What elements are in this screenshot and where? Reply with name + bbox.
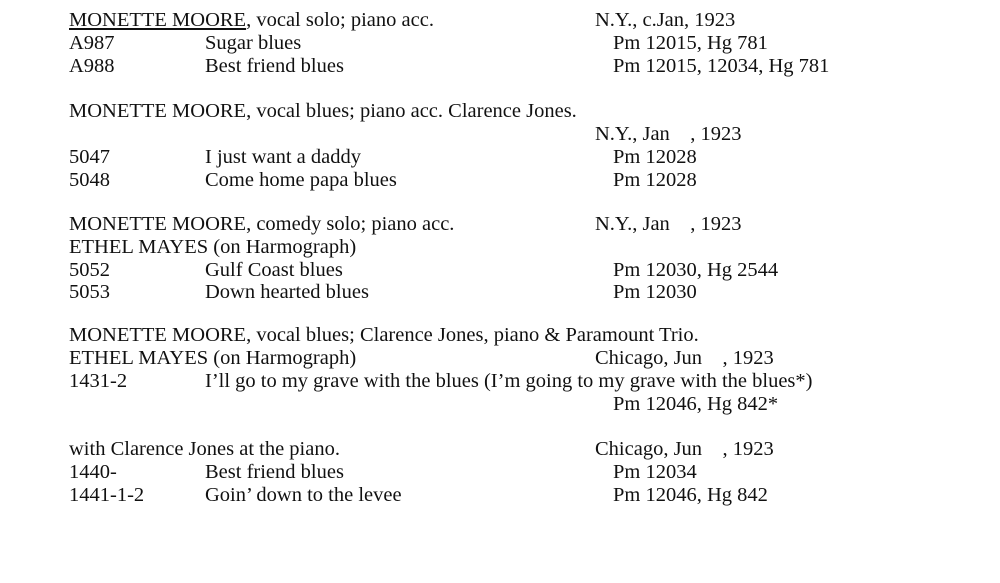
session-3-place-date: N.Y., Jan , 1923: [595, 213, 742, 235]
track-row: [0, 169, 1000, 192]
matrix-number: A987: [69, 32, 115, 54]
track-title: Down hearted blues: [205, 281, 369, 303]
session-3-header: [0, 213, 1000, 236]
session-1-header: [0, 9, 1000, 32]
issue-numbers: Pm 12046, Hg 842*: [613, 393, 779, 415]
session-1-credit-rest: , vocal solo; piano acc.: [246, 9, 434, 31]
session-1-artist: MONETTE MOORE: [69, 9, 247, 31]
track-row: [0, 146, 1000, 169]
issue-numbers: Pm 12028: [613, 146, 697, 168]
track-title: I just want a daddy: [205, 146, 361, 168]
matrix-number: 5052: [69, 259, 110, 281]
session-2-credit: MONETTE MOORE, vocal blues; piano acc. Clarence Jones.: [69, 100, 577, 122]
session-4-header: [0, 324, 1000, 347]
track-title: Gulf Coast blues: [205, 259, 343, 281]
session-3-alias-row: [0, 236, 1000, 259]
track-row: [0, 484, 1000, 507]
issue-numbers: Pm 12030, Hg 2544: [613, 259, 779, 281]
track-title: Best friend blues: [205, 461, 344, 483]
matrix-number: 1431-2: [69, 370, 128, 392]
track-issue-row: [0, 393, 1000, 416]
issue-numbers: Pm 12046, Hg 842: [613, 484, 768, 506]
matrix-number: 5053: [69, 281, 110, 303]
track-title: Goin’ down to the levee: [205, 484, 402, 506]
session-5-header: [0, 438, 1000, 461]
session-2-place-date: N.Y., Jan , 1923: [595, 123, 742, 145]
session-5-place-date: Chicago, Jun , 1923: [595, 438, 774, 460]
track-row: [0, 55, 1000, 78]
session-2-place-row: [0, 123, 1000, 146]
matrix-number: 1441-1-2: [69, 484, 145, 506]
matrix-number: 5048: [69, 169, 110, 191]
matrix-number: 5047: [69, 146, 110, 168]
session-4-alias-row: [0, 347, 1000, 370]
track-title: Come home papa blues: [205, 169, 397, 191]
session-2-header: [0, 100, 1000, 123]
session-4-alias: ETHEL MAYES (on Harmograph): [69, 347, 357, 369]
track-row: [0, 32, 1000, 55]
session-5-credit: with Clarence Jones at the piano.: [69, 438, 340, 460]
matrix-number: A988: [69, 55, 115, 77]
issue-numbers: Pm 12015, Hg 781: [613, 32, 768, 54]
track-title: Sugar blues: [205, 32, 302, 54]
track-title: I’ll go to my grave with the blues (I’m going to my grave with the blues*): [205, 370, 813, 392]
track-row: [0, 281, 1000, 304]
track-row: [0, 259, 1000, 282]
session-3-credit: MONETTE MOORE, comedy solo; piano acc.: [69, 213, 455, 235]
issue-numbers: Pm 12015, 12034, Hg 781: [613, 55, 830, 77]
issue-numbers: Pm 12030: [613, 281, 697, 303]
session-1-place-date: N.Y., c.Jan, 1923: [595, 9, 736, 31]
track-row: [0, 370, 1000, 393]
session-1-credit: [69, 9, 434, 32]
track-title: Best friend blues: [205, 55, 344, 77]
matrix-number: 1440-: [69, 461, 117, 483]
issue-numbers: Pm 12034: [613, 461, 697, 483]
session-4-credit: MONETTE MOORE, vocal blues; Clarence Jones, piano & Paramount Trio.: [69, 324, 699, 346]
track-row: [0, 461, 1000, 484]
issue-numbers: Pm 12028: [613, 169, 697, 191]
session-4-place-date: Chicago, Jun , 1923: [595, 347, 774, 369]
session-3-alias: ETHEL MAYES (on Harmograph): [69, 236, 357, 258]
